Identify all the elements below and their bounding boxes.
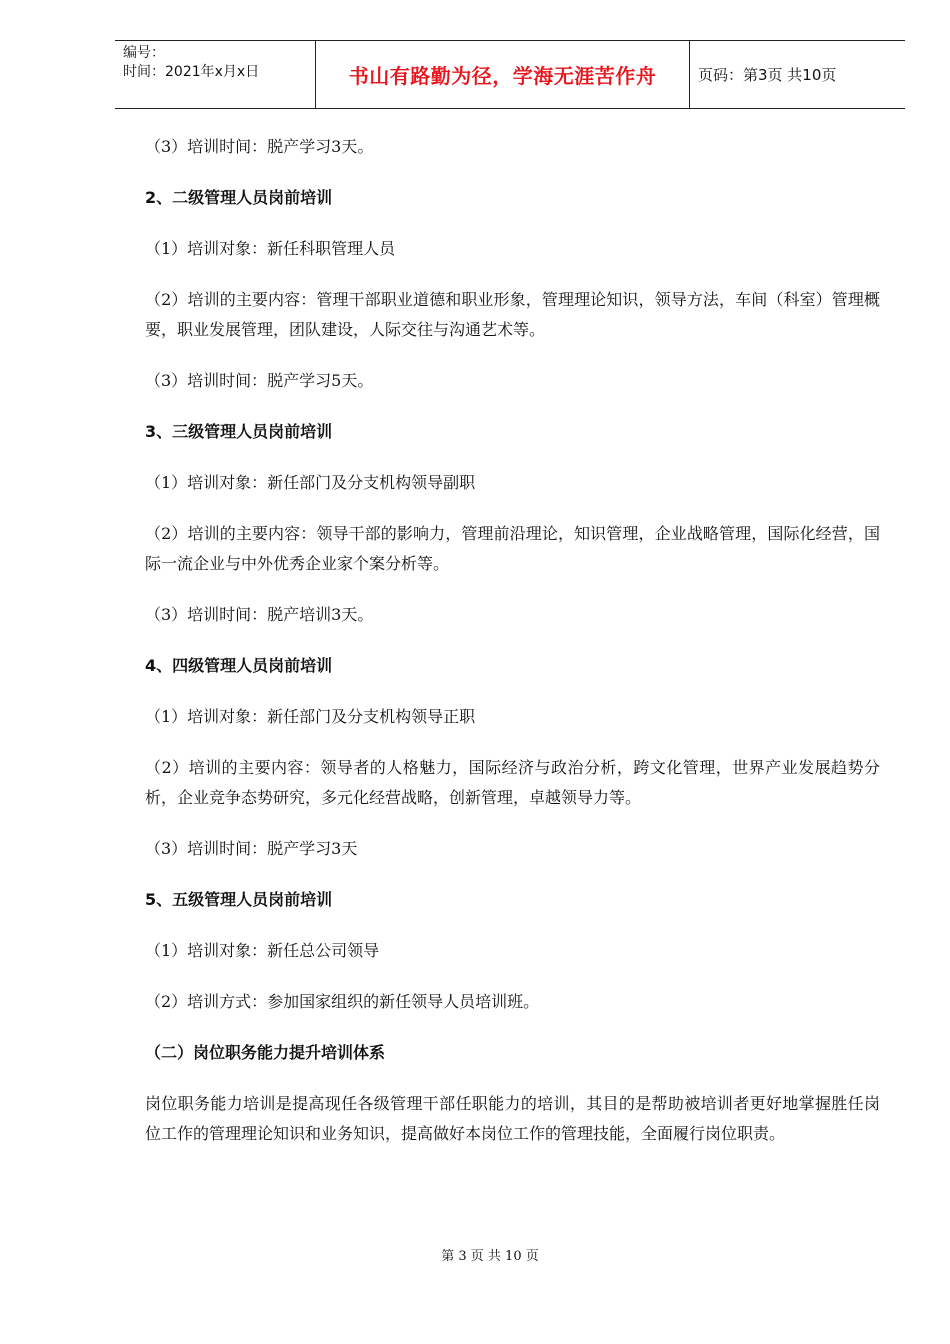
- paragraph: （1）培训对象：新任总公司领导: [145, 941, 380, 960]
- paragraph: （2）培训的主要内容：领导者的人格魅力，国际经济与政治分析，跨文化管理，世界产业发展趋势分析，企业竞争态势研究，多元化经营战略，创新管理，卓越领导力等。: [145, 758, 880, 807]
- paragraph: （3）培训时间：脱产学习5天。: [145, 371, 374, 390]
- paragraph: （1）培训对象：新任部门及分支机构领导副职: [145, 473, 476, 492]
- paragraph: （1）培训对象：新任部门及分支机构领导正职: [145, 707, 476, 726]
- paragraph: （2）培训的主要内容：领导干部的影响力，管理前沿理论，知识管理，企业战略管理，国际化经营，国际一流企业与中外优秀企业家个案分析等。: [145, 524, 880, 573]
- header-motto: 书山有路勤为径，学海无涯苦作舟: [316, 41, 690, 108]
- paragraph: （3）培训时间：脱产学习3天。: [145, 137, 374, 156]
- document-body: [145, 132, 880, 1170]
- section-heading: 5、五级管理人员岗前培训: [145, 890, 333, 909]
- paragraph: （2）培训方式：参加国家组织的新任领导人员培训班。: [145, 992, 540, 1011]
- section-heading: 3、三级管理人员岗前培训: [145, 422, 333, 441]
- doc-time-label: 时间：2021年x月x日: [123, 64, 260, 80]
- paragraph: （2）培训的主要内容：管理干部职业道德和职业形象，管理理论知识，领导方法，车间（科室）管理概要，职业发展管理，团队建设，人际交往与沟通艺术等。: [145, 290, 880, 339]
- header-info: [115, 41, 316, 108]
- header-page-number: 页码：第3页 共10页: [698, 66, 837, 84]
- paragraph: 岗位职务能力培训是提高现任各级管理干部任职能力的培训，其目的是帮助被培训者更好地掌握胜任岗位工作的管理理论知识和业务知识，提高做好本岗位工作的管理技能，全面履行岗位职责。: [145, 1094, 880, 1143]
- paragraph: （3）培训时间：脱产学习3天: [145, 839, 358, 858]
- section-heading: 2、二级管理人员岗前培训: [145, 188, 333, 207]
- doc-number-label: 编号：: [123, 45, 165, 61]
- section-heading: （二）岗位职务能力提升培训体系: [145, 1043, 386, 1062]
- paragraph: （1）培训对象：新任科职管理人员: [145, 239, 396, 258]
- paragraph: （3）培训时间：脱产培训3天。: [145, 605, 374, 624]
- page-header: [115, 40, 905, 109]
- page-footer: 第 3 页 共 10 页: [441, 1249, 539, 1264]
- section-heading: 4、四级管理人员岗前培训: [145, 656, 333, 675]
